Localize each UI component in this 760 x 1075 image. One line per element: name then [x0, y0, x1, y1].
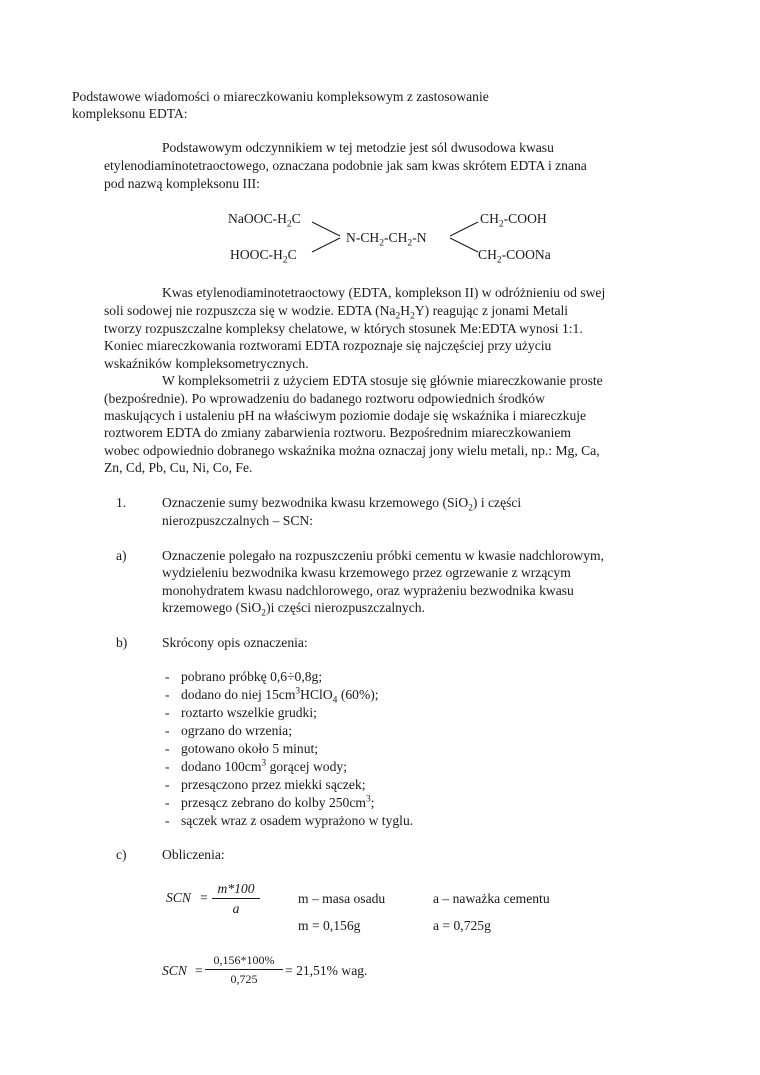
sub-a-line-4: krzemowego (SiO$_2$)i części nierozpuszczalnych. [162, 600, 425, 619]
list-bullet: - [165, 759, 170, 774]
list-bullet: - [165, 741, 170, 756]
eq2-fraction-bar [205, 969, 283, 970]
list-item: roztarto wszelkie grudki; [181, 705, 317, 720]
para2-line-5: wskaźników kompleksometrycznych. [104, 356, 309, 371]
sub-a-line-3: monohydratem kwasu nadchlorowego, oraz wyprażeniu bezwodnika kwasu [162, 583, 574, 598]
eq1-denominator: a [232, 901, 240, 916]
eq1-equals: = [200, 890, 208, 905]
sub-a-line-1: Oznaczenie polegało na rozpuszczeniu próbki cementu w kwasie nadchlorowym, [162, 548, 605, 563]
sub-c-label: c) [116, 847, 127, 862]
formula-center: $N-CH_2-CH_2-N$ [346, 230, 427, 249]
eq2-numerator: 0,156*100% [213, 953, 275, 967]
sub-a-label: a) [116, 548, 127, 563]
title-line-2: kompleksonu EDTA: [72, 106, 188, 122]
list-item: pobrano próbkę 0,6÷0,8g; [181, 669, 323, 684]
para3-line-1: W kompleksometrii z użyciem EDTA stosuje się głównie miareczkowanie proste [162, 373, 603, 388]
para3-line-5: wobec odpowiednio dobranego wskaźnika można oznaczaj jony wielu metali, np.: Mg, Ca, [104, 443, 600, 458]
list-item: dodano $100cm^3$ gorącej wody; [181, 758, 347, 774]
eq1-lhs: SCN [166, 890, 191, 905]
formula-bottom-right: $CH_2$-COONa [478, 247, 551, 266]
sub-c-heading: Obliczenia: [162, 847, 225, 862]
para3-line-6: Zn, Cd, Pb, Cu, Ni, Co, Fe. [104, 460, 253, 475]
list-bullet: - [165, 687, 170, 702]
value-m: m = 0,156g [298, 918, 361, 933]
para3-line-2: (bezpośrednie). Po wprowadzeniu do badanego roztworu odpowiednich środków [104, 391, 545, 406]
section-1-line-2: nierozpuszczalnych – SCN: [162, 513, 313, 528]
list-item: sączek wraz z osadem wyprażono w tyglu. [181, 813, 414, 828]
list-item: ogrzano do wrzenia; [181, 723, 292, 738]
eq1-fraction-bar [212, 898, 260, 899]
bond-top-right [450, 222, 478, 236]
section-1-number: 1. [116, 495, 127, 510]
formula-bonds [0, 0, 760, 300]
intro-line-3: pod nazwą kompleksonu III: [104, 176, 260, 191]
list-item: przesącz zebrano do kolby $250cm^3$; [181, 794, 375, 810]
eq2-result: = 21,51% wag. [285, 963, 368, 978]
para2-line-4: Koniec miareczkowania roztworami EDTA rozpoznaje się najczęściej przy użyciu [104, 338, 552, 353]
sub-b-label: b) [116, 635, 128, 650]
formula-top-right: $CH_2$-COOH [480, 211, 547, 230]
eq2-denominator: 0,725 [230, 972, 258, 986]
sub-b-heading: Skrócony opis oznaczenia: [162, 635, 308, 650]
formula-bottom-left: HOOC-$H_2C$ [230, 247, 297, 266]
definition-m: m – masa osadu [298, 891, 386, 906]
intro-line-2: etylenodiaminotetraoctowego, oznaczana podobnie jak sam kwas skrótem EDTA i znana [104, 158, 587, 173]
eq1-numerator: m*100 [217, 881, 255, 896]
bond-bottom-right [450, 238, 478, 252]
list-item: gotowano około 5 minut; [181, 741, 319, 756]
list-bullet: - [165, 705, 170, 720]
list-bullet: - [165, 723, 170, 738]
list-item: przesączono przez miekki sączek; [181, 777, 366, 792]
para3-line-3: maskujących i ustaleniu pH na właściwym poziomie dodaje się wskaźnika i miareczkuje [104, 408, 587, 423]
section-1-line-1: Oznaczenie sumy bezwodnika kwasu krzemowego (SiO$_2$) i części [162, 495, 522, 514]
intro-line-1: Podstawowym odczynnikiem w tej metodzie jest sól dwusodowa kwasu [162, 140, 554, 155]
para2-line-2: soli sodowej nie rozpuszcza się w wodzie. EDTA $(Na_2H_2Y)$ reagując z jonami Metali [104, 303, 569, 322]
bond-bottom-left [312, 238, 340, 252]
list-bullet: - [165, 795, 170, 810]
value-a: a = 0,725g [433, 918, 491, 933]
list-bullet: - [165, 669, 170, 684]
eq2-equals: = [195, 963, 203, 978]
para2-line-3: tworzy rozpuszczalne kompleksy chelatowe, w których stosunek Me:EDTA wynosi 1:1. [104, 321, 583, 336]
definition-a: a – naważka cementu [433, 891, 550, 906]
list-bullet: - [165, 777, 170, 792]
sub-a-line-2: wydzieleniu bezwodnika kwasu krzemowego przez ogrzewanie z wrzącym [162, 565, 571, 580]
list-item: dodano do niej $15cm^3HClO_4$ (60%); [181, 686, 379, 706]
eq2-lhs: SCN [162, 963, 187, 978]
para3-line-4: roztworem EDTA do zmiany zabarwienia roztworu. Bezpośrednim miareczkowaniem [104, 425, 571, 440]
title-line-1: Podstawowe wiadomości o miareczkowaniu kompleksowym z zastosowanie [72, 89, 489, 104]
bond-top-left [312, 222, 340, 236]
formula-top-left: NaOOC-$H_2C$ [228, 211, 301, 230]
para2-line-1: Kwas etylenodiaminotetraoctowy (EDTA, komplekson II) w odróżnieniu od swej [162, 285, 606, 300]
list-bullet: - [165, 813, 170, 828]
